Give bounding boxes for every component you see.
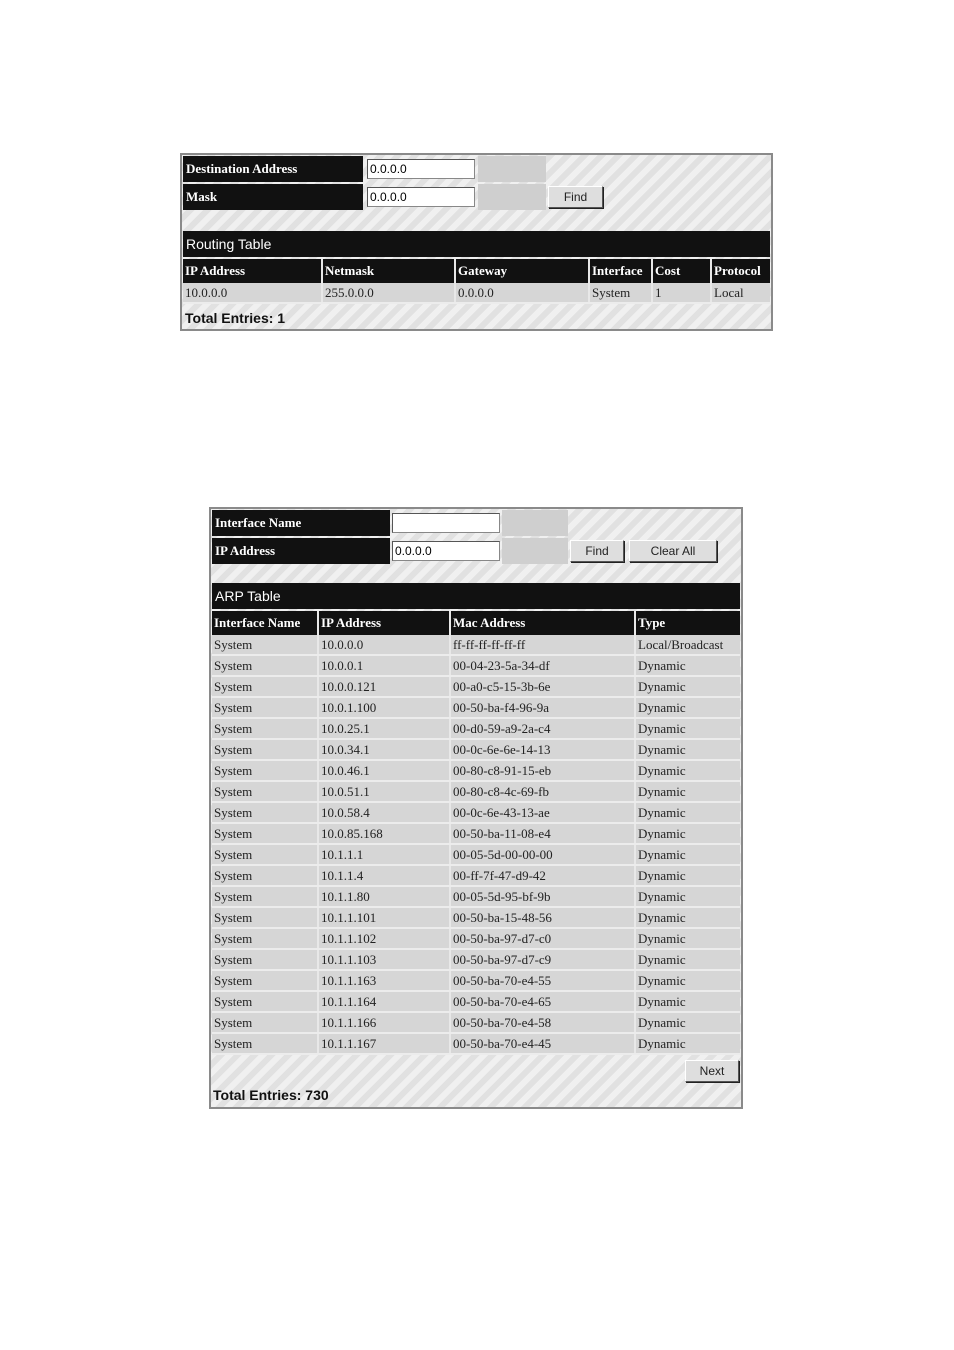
cell-interface-name: System — [212, 760, 318, 781]
cell-mac-address: 00-50-ba-70-e4-55 — [450, 970, 635, 991]
cell-ip-address: 10.0.34.1 — [318, 739, 450, 760]
cell-ip-address: 10.1.1.103 — [318, 949, 450, 970]
ip-spacer — [502, 538, 568, 564]
table-row — [212, 655, 740, 676]
cell-interface-name: System — [212, 907, 318, 928]
arp-table — [212, 611, 740, 1055]
arp-total-entries: Total Entries: 730 — [213, 1087, 329, 1103]
table-row — [212, 949, 740, 970]
table-row — [212, 907, 740, 928]
routing-find-button[interactable]: Find — [548, 186, 603, 208]
cell-type: Dynamic — [635, 1033, 740, 1054]
cell-type: Dynamic — [635, 907, 740, 928]
cell-mac-address: 00-50-ba-f4-96-9a — [450, 697, 635, 718]
cell-type: Dynamic — [635, 970, 740, 991]
cell-type: Dynamic — [635, 823, 740, 844]
cell-ip-address: 10.1.1.80 — [318, 886, 450, 907]
cell-mac-address: 00-05-5d-95-bf-9b — [450, 886, 635, 907]
cell-ip-address: 10.0.0.1 — [318, 655, 450, 676]
routing-table-panel — [180, 153, 773, 331]
arp-find-button[interactable]: Find — [570, 540, 624, 562]
table-row — [212, 865, 740, 886]
ip-address-input[interactable] — [392, 541, 500, 561]
cell-interface-name: System — [212, 928, 318, 949]
cell-interface-name: System — [212, 802, 318, 823]
cell-interface-name: System — [212, 970, 318, 991]
arp-table-panel — [209, 507, 743, 1109]
cell-ip-address: 10.0.58.4 — [318, 802, 450, 823]
cell-mac-address: 00-50-ba-97-d7-c0 — [450, 928, 635, 949]
col-mac-address: Mac Address — [450, 611, 635, 635]
cell-interface-name: System — [212, 844, 318, 865]
cell-mac-address: 00-d0-59-a9-2a-c4 — [450, 718, 635, 739]
cell-type: Dynamic — [635, 760, 740, 781]
cell-mac-address: 00-ff-7f-47-d9-42 — [450, 865, 635, 886]
mask-spacer — [478, 184, 546, 210]
col-cost: Cost — [652, 259, 711, 283]
cell-ip-address: 10.1.1.4 — [318, 865, 450, 886]
table-row — [212, 1033, 740, 1054]
cell-interface-name: System — [212, 781, 318, 802]
routing-table — [183, 259, 770, 304]
cell-interface-name: System — [212, 949, 318, 970]
mask-input[interactable] — [367, 187, 475, 207]
routing-table-title: Routing Table — [183, 231, 770, 257]
col-netmask: Netmask — [322, 259, 455, 283]
cell-gateway: 0.0.0.0 — [455, 283, 589, 303]
table-row — [212, 739, 740, 760]
col-type: Type — [635, 611, 740, 635]
col-ip-address: IP Address — [183, 259, 322, 283]
cell-type: Dynamic — [635, 844, 740, 865]
interface-spacer — [502, 510, 568, 536]
next-button[interactable]: Next — [685, 1060, 739, 1082]
cell-netmask: 255.0.0.0 — [322, 283, 455, 303]
table-row — [212, 844, 740, 865]
table-row — [212, 970, 740, 991]
cell-ip-address: 10.1.1.164 — [318, 991, 450, 1012]
cell-type: Dynamic — [635, 739, 740, 760]
col-protocol: Protocol — [711, 259, 770, 283]
cell-interface-name: System — [212, 865, 318, 886]
arp-table-header — [212, 611, 740, 635]
cell-type: Dynamic — [635, 781, 740, 802]
cell-type: Dynamic — [635, 655, 740, 676]
cell-ip-address: 10.0.0.121 — [318, 676, 450, 697]
cell-ip-address: 10.1.1.1 — [318, 844, 450, 865]
cell-type: Dynamic — [635, 949, 740, 970]
cell-mac-address: 00-80-c8-4c-69-fb — [450, 781, 635, 802]
cell-interface-name: System — [212, 823, 318, 844]
table-row — [212, 823, 740, 844]
table-row — [212, 928, 740, 949]
destination-address-input[interactable] — [367, 159, 475, 179]
table-row — [212, 635, 740, 655]
cell-mac-address: ff-ff-ff-ff-ff-ff — [450, 635, 635, 655]
col-ip-address: IP Address — [318, 611, 450, 635]
cell-ip-address: 10.0.85.168 — [318, 823, 450, 844]
cell-interface-name: System — [212, 718, 318, 739]
cell-interface-name: System — [212, 991, 318, 1012]
cell-interface-name: System — [212, 739, 318, 760]
cell-mac-address: 00-04-23-5a-34-df — [450, 655, 635, 676]
cell-mac-address: 00-0c-6e-43-13-ae — [450, 802, 635, 823]
cell-type: Dynamic — [635, 865, 740, 886]
cell-ip-address: 10.0.0.0 — [183, 283, 322, 303]
cell-type: Dynamic — [635, 676, 740, 697]
table-row — [212, 760, 740, 781]
table-row — [212, 676, 740, 697]
cell-ip-address: 10.1.1.163 — [318, 970, 450, 991]
table-row — [212, 886, 740, 907]
interface-name-label: Interface Name — [212, 510, 390, 536]
table-row — [212, 1012, 740, 1033]
clear-all-button[interactable]: Clear All — [629, 540, 717, 562]
cell-mac-address: 00-50-ba-70-e4-65 — [450, 991, 635, 1012]
cell-ip-address: 10.1.1.101 — [318, 907, 450, 928]
destination-spacer — [478, 156, 546, 182]
cell-interface-name: System — [212, 1033, 318, 1054]
col-interface: Interface — [589, 259, 652, 283]
mask-label: Mask — [183, 184, 363, 210]
cell-protocol: Local — [711, 283, 770, 303]
table-row — [212, 718, 740, 739]
cell-ip-address: 10.1.1.102 — [318, 928, 450, 949]
cell-ip-address: 10.0.51.1 — [318, 781, 450, 802]
cell-mac-address: 00-a0-c5-15-3b-6e — [450, 676, 635, 697]
cell-type: Dynamic — [635, 1012, 740, 1033]
cell-mac-address: 00-0c-6e-6e-14-13 — [450, 739, 635, 760]
cell-ip-address: 10.0.1.100 — [318, 697, 450, 718]
interface-name-input[interactable] — [392, 513, 500, 533]
table-row — [183, 283, 770, 303]
cell-type: Dynamic — [635, 991, 740, 1012]
cell-interface-name: System — [212, 676, 318, 697]
arp-table-title: ARP Table — [212, 583, 740, 609]
cell-mac-address: 00-50-ba-70-e4-58 — [450, 1012, 635, 1033]
table-row — [212, 802, 740, 823]
cell-mac-address: 00-05-5d-00-00-00 — [450, 844, 635, 865]
cell-interface-name: System — [212, 1012, 318, 1033]
cell-ip-address: 10.0.46.1 — [318, 760, 450, 781]
destination-address-label: Destination Address — [183, 156, 363, 182]
cell-type: Dynamic — [635, 718, 740, 739]
cell-type: Dynamic — [635, 697, 740, 718]
ip-address-label: IP Address — [212, 538, 390, 564]
cell-mac-address: 00-50-ba-70-e4-45 — [450, 1033, 635, 1054]
cell-interface: System — [589, 283, 652, 303]
col-interface-name: Interface Name — [212, 611, 318, 635]
col-gateway: Gateway — [455, 259, 589, 283]
cell-ip-address: 10.0.25.1 — [318, 718, 450, 739]
table-row — [212, 991, 740, 1012]
cell-type: Dynamic — [635, 802, 740, 823]
cell-ip-address: 10.0.0.0 — [318, 635, 450, 655]
cell-interface-name: System — [212, 635, 318, 655]
cell-mac-address: 00-80-c8-91-15-eb — [450, 760, 635, 781]
cell-cost: 1 — [652, 283, 711, 303]
table-row — [212, 781, 740, 802]
cell-mac-address: 00-50-ba-15-48-56 — [450, 907, 635, 928]
cell-type: Dynamic — [635, 886, 740, 907]
cell-mac-address: 00-50-ba-97-d7-c9 — [450, 949, 635, 970]
cell-type: Local/Broadcast — [635, 635, 740, 655]
cell-interface-name: System — [212, 655, 318, 676]
cell-ip-address: 10.1.1.166 — [318, 1012, 450, 1033]
cell-mac-address: 00-50-ba-11-08-e4 — [450, 823, 635, 844]
cell-ip-address: 10.1.1.167 — [318, 1033, 450, 1054]
table-row — [212, 697, 740, 718]
routing-total-entries: Total Entries: 1 — [185, 310, 286, 326]
cell-interface-name: System — [212, 697, 318, 718]
cell-type: Dynamic — [635, 928, 740, 949]
cell-interface-name: System — [212, 886, 318, 907]
routing-table-header — [183, 259, 770, 283]
